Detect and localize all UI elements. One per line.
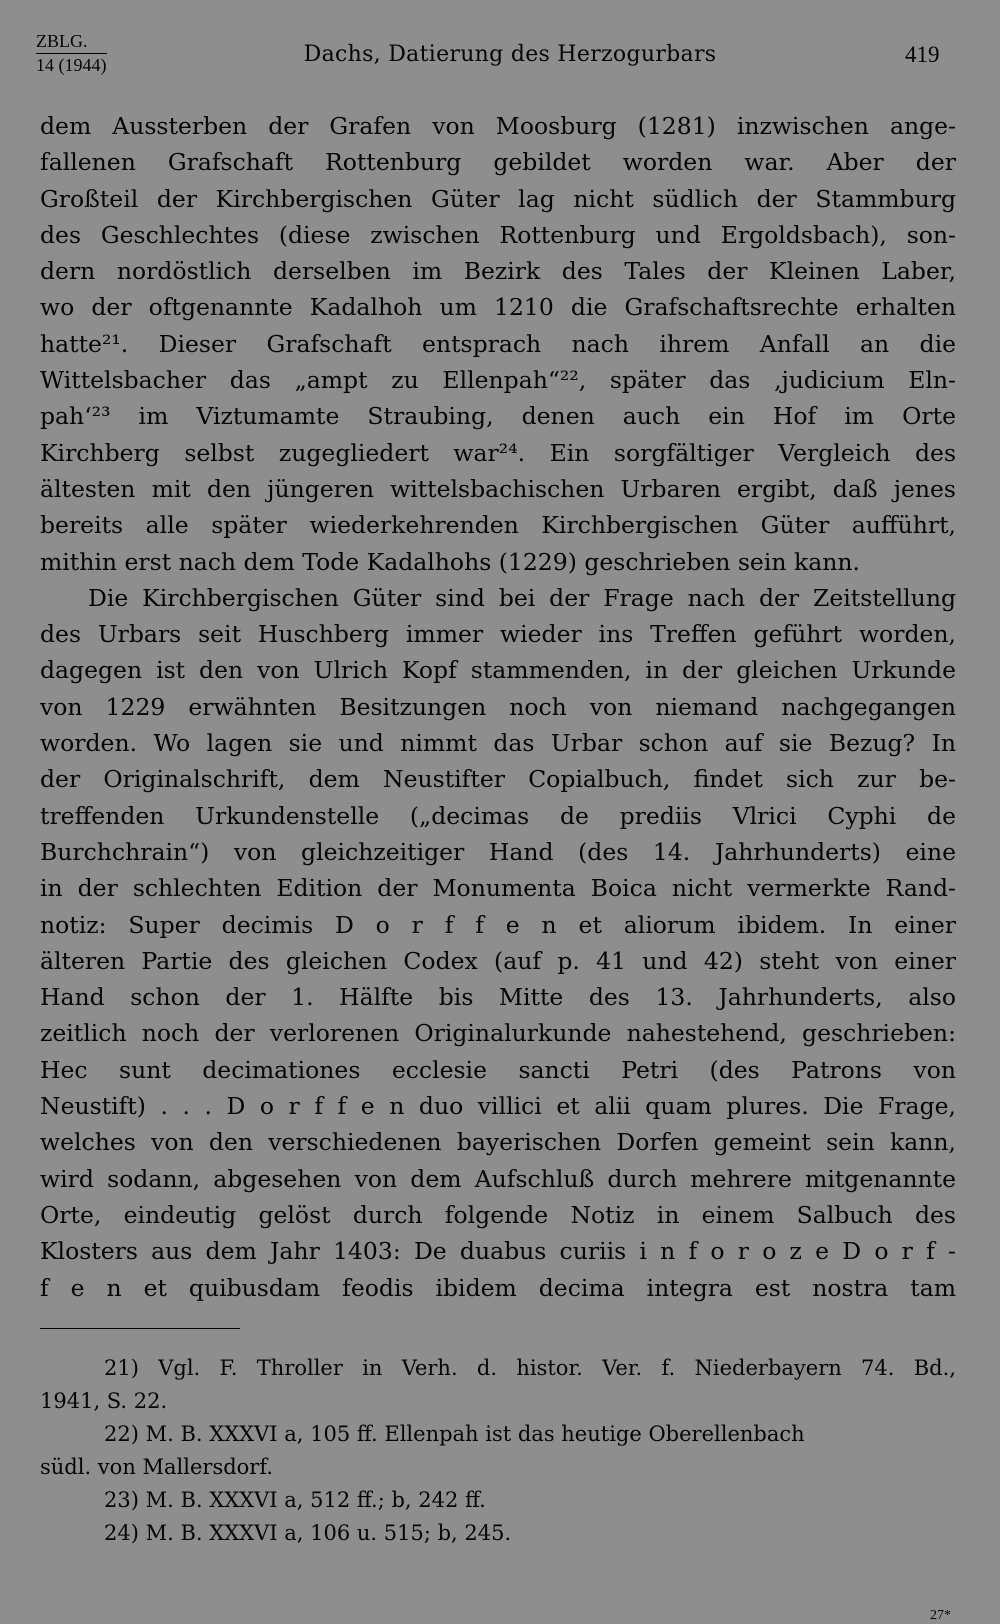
footnote-text: M. B. XXXVI a, 512 ff.; b, 242 ff.: [145, 1488, 486, 1512]
footnote-22: [40, 1418, 956, 1484]
text-line: fallenen Grafschaft Rottenburg gebildet worden war. Aber der: [40, 148, 956, 177]
footnote-divider: [40, 1328, 240, 1329]
text-line: dagegen ist den von Ulrich Kopf stammenden, in der gleichen Urkunde: [40, 656, 956, 685]
footnote-mark: 22): [104, 1422, 139, 1446]
text-line: worden. Wo lagen sie und nimmt das Urbar schon auf sie Bezug? In: [40, 729, 956, 758]
printer-signature: 27*: [930, 1608, 951, 1623]
text-line: der Originalschrift, dem Neustifter Copialbuch, findet sich zur be-: [40, 765, 956, 794]
footnotes: [40, 1352, 956, 1550]
text-line: Kirchberg selbst zugegliedert war²⁴. Ein sorgfältiger Vergleich des: [40, 438, 956, 467]
journal-abbreviation: ZBLG.: [36, 30, 107, 54]
text-line: f e n et quibusdam feodis ibidem decima integra est nostra tam: [40, 1273, 956, 1302]
footnote-text: M. B. XXXVI a, 105 ff. Ellenpah ist das heutige Oberellenbach: [145, 1422, 805, 1446]
text-line: Die Kirchbergischen Güter sind bei der Frage nach der Zeitstellung: [88, 583, 956, 612]
footnote-23: [40, 1484, 956, 1517]
text-line: Neustift) . . . D o r f f e n duo villici et alii quam plures. Die Frage,: [40, 1092, 956, 1121]
text-line: Burchchrain“) von gleichzeitiger Hand (des 14. Jahrhunderts) eine: [40, 837, 956, 866]
page-number: 419: [905, 42, 940, 67]
text-line: wo der oftgenannte Kadalhoh um 1210 die Grafschaftsrechte erhalten: [40, 293, 956, 322]
body-text: [40, 108, 956, 1306]
footnote-mark: 24): [104, 1521, 139, 1545]
text-line: welches von den verschiedenen bayerischen Dorfen gemeint sein kann,: [40, 1128, 956, 1157]
footnote-21: [40, 1352, 956, 1418]
footnote-mark: 23): [104, 1488, 139, 1512]
running-title: Dachs, Datierung des Herzogurbars: [303, 42, 717, 67]
footnote-text: Vgl. F. Throller in Verh. d. histor. Ver. f. Niederbayern 74. Bd.,: [158, 1356, 956, 1380]
text-line: notiz: Super decimis D o r f f e n et aliorum ibidem. In einer: [40, 910, 956, 939]
text-line: von 1229 erwähnten Besitzungen noch von niemand nachgegangen: [40, 692, 956, 721]
journal-volume: 14 (1944): [36, 55, 107, 75]
text-line: Hec sunt decimationes ecclesie sancti Petri (des Patrons von: [40, 1055, 956, 1084]
text-line: des Geschlechtes (diese zwischen Rottenburg und Ergoldsbach), son-: [40, 220, 956, 249]
text-line: Orte, eindeutig gelöst durch folgende Notiz in einem Salbuch des: [40, 1200, 956, 1229]
text-line: zeitlich noch der verlorenen Originalurkunde nahestehend, geschrieben:: [40, 1019, 956, 1048]
text-line: Großteil der Kirchbergischen Güter lag nicht südlich der Stammburg: [40, 184, 956, 213]
text-line: Wittelsbacher das „ampt zu Ellenpah“²², später das ‚judicium Eln-: [40, 366, 956, 395]
footnote-mark: 21): [104, 1356, 139, 1380]
text-line: Klosters aus dem Jahr 1403: De duabus curiis i n f o r o z e D o r f -: [40, 1237, 956, 1266]
text-line: wird sodann, abgesehen von dem Aufschluß durch mehrere mitgenannte: [40, 1164, 956, 1193]
text-line: bereits alle später wiederkehrenden Kirchbergischen Güter aufführt,: [40, 511, 956, 540]
footnote-24: [40, 1517, 956, 1550]
text-line: ältesten mit den jüngeren wittelsbachischen Urbaren ergibt, daß jenes: [40, 474, 956, 503]
text-line: hatte²¹. Dieser Grafschaft entsprach nach ihrem Anfall an die: [40, 329, 956, 358]
text-line: des Urbars seit Huschberg immer wieder ins Treffen geführt worden,: [40, 620, 956, 649]
text-line: pah‘²³ im Viztumamte Straubing, denen auch ein Hof im Orte: [40, 402, 956, 431]
footnote-text: südl. von Mallersdorf.: [40, 1455, 274, 1479]
text-line: Hand schon der 1. Hälfte bis Mitte des 13. Jahrhunderts, also: [40, 983, 956, 1012]
footnote-text: M. B. XXXVI a, 106 u. 515; b, 245.: [145, 1521, 512, 1545]
text-line: dern nordöstlich derselben im Bezirk des Tales der Kleinen Laber,: [40, 257, 956, 286]
footnote-text: 1941, S. 22.: [40, 1389, 168, 1413]
text-line: in der schlechten Edition der Monumenta Boica nicht vermerkte Rand-: [40, 874, 956, 903]
text-line: mithin erst nach dem Tode Kadalhohs (1229) geschrieben sein kann.: [40, 547, 860, 576]
text-line: treffenden Urkundenstelle („decimas de prediis Vlrici Cyphi de: [40, 801, 956, 830]
text-line: älteren Partie des gleichen Codex (auf p. 41 und 42) steht von einer: [40, 946, 956, 975]
journal-reference: [36, 30, 107, 76]
text-line: dem Aussterben der Grafen von Moosburg (1281) inzwischen ange-: [40, 112, 956, 140]
